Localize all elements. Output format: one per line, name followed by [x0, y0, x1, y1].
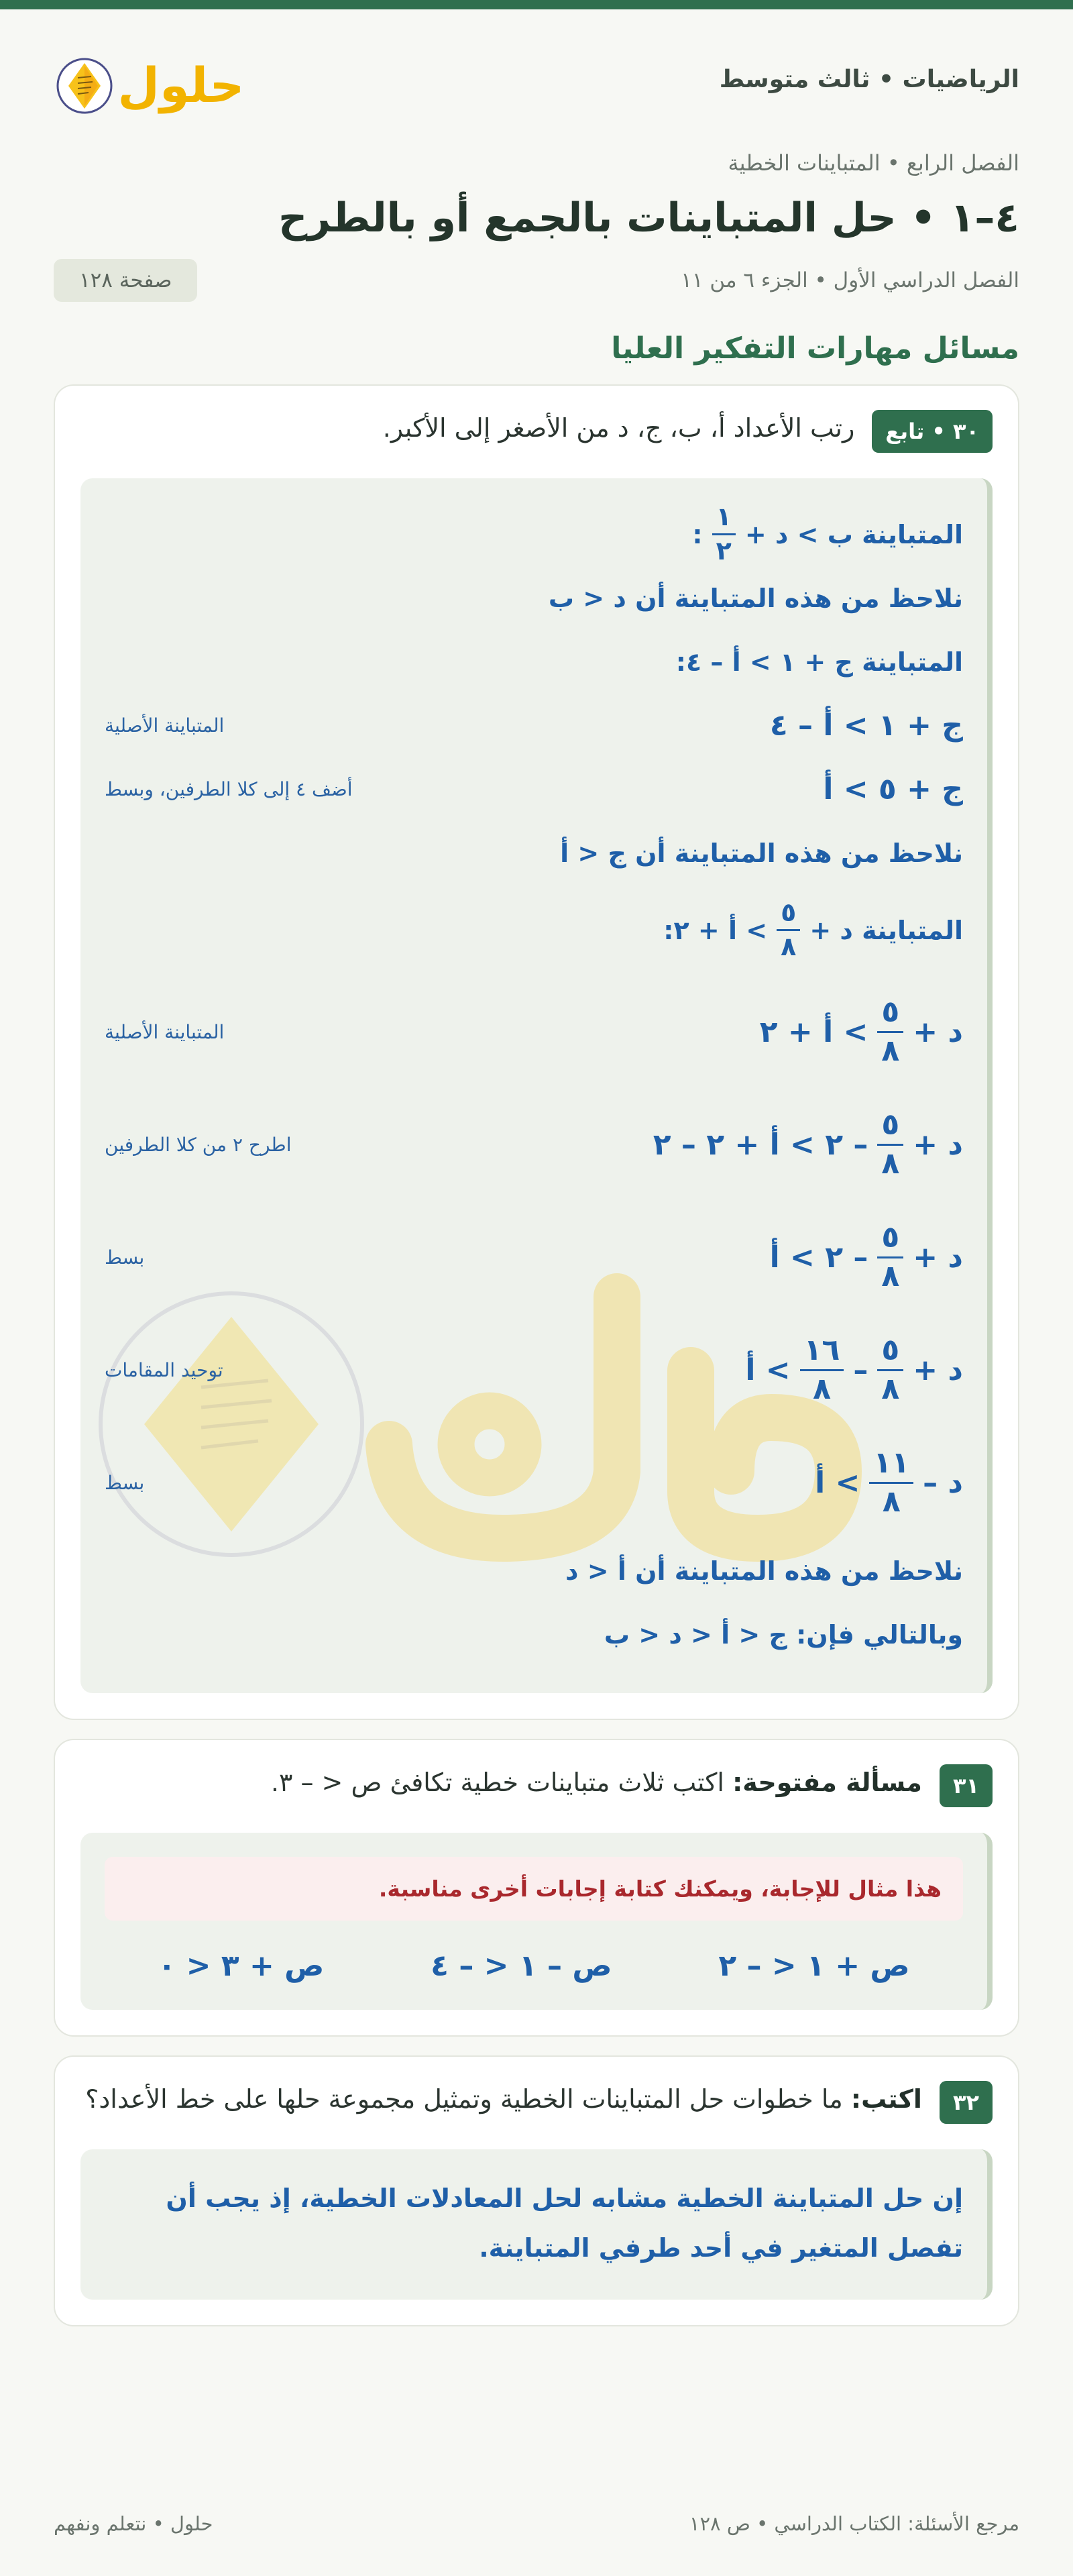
solution-line — [105, 694, 963, 757]
meta-row — [54, 259, 1019, 306]
solution-line — [105, 1313, 963, 1426]
subject-label: الرياضيات • ثالث متوسط — [719, 66, 1019, 93]
question-number-badge: ٣١ — [940, 1764, 993, 1807]
question-row — [80, 1764, 993, 1809]
question-card-31 — [54, 1739, 1019, 2037]
math-text: – ٢ > أ — [769, 1240, 868, 1275]
page-title: ٤–١ • حل المتباينات بالجمع أو بالطرح — [278, 195, 1019, 241]
math-text: نلاحظ من هذه المتباينة أن د < ب — [548, 583, 963, 613]
question-number-badge: ٣٢ — [940, 2081, 993, 2124]
semester-info: الفصل الدراسي الأول • الجزء ٦ من ١١ — [681, 268, 1019, 292]
answer-list — [105, 1949, 963, 1983]
answer-box — [80, 1833, 993, 2010]
question-card-32 — [54, 2055, 1019, 2326]
logo-wordmark: حلول — [117, 57, 245, 113]
math-text: نلاحظ من هذه المتباينة أن أ < د — [565, 1556, 963, 1586]
answer-box — [80, 2149, 993, 2300]
math-text: المتباينة ج + ١ > أ – ٤: — [675, 647, 963, 677]
fraction: $\frac{٥}{٨}$ — [877, 1222, 903, 1291]
fraction: $\frac{١}{٢}$ — [712, 504, 736, 565]
answer-item: ص + ١ < – ٢ — [718, 1949, 910, 1983]
step-note: المتباينة الأصلية — [105, 1020, 225, 1043]
solution-line — [105, 757, 963, 821]
math-text: > أ — [815, 1465, 860, 1500]
footer-reference: مرجع الأسئلة: الكتاب الدراسي • ص ١٢٨ — [689, 2512, 1019, 2535]
math-text: – ٢ > أ + ٢ – ٢ — [653, 1127, 868, 1162]
header — [54, 9, 1019, 150]
fraction: $\frac{٥}{٨}$ — [877, 1335, 903, 1404]
question-card-30 — [54, 384, 1019, 1720]
question-text: رتب الأعداد أ، ب، ج، د من الأصغر إلى الأكبر. — [382, 413, 855, 443]
solution-line — [105, 630, 963, 694]
math-text: > أ — [745, 1352, 791, 1387]
answer-item: ص + ٣ < ٠ — [158, 1949, 325, 1983]
step-note: أضف ٤ إلى كلا الطرفين، وبسط — [105, 778, 353, 800]
question-row — [80, 2081, 993, 2125]
math-text: ج + ١ > أ – ٤ — [769, 708, 963, 743]
math-text: : — [692, 519, 703, 549]
step-note: بسط — [105, 1246, 145, 1269]
breadcrumb: الفصل الرابع • المتباينات الخطية — [728, 150, 1019, 176]
math-text: – — [853, 1352, 868, 1387]
page — [54, 9, 1019, 2326]
section-title: مسائل مهارات التفكير العليا — [611, 331, 1019, 366]
answer-item: ص – ١ < – ٤ — [431, 1949, 612, 1983]
math-text: > أ + ٢: — [663, 915, 768, 945]
math-text: ج + ٥ > أ — [823, 772, 963, 806]
hint-banner: هذا مثال للإجابة، ويمكنك كتابة إجابات أخرى مناسبة. — [105, 1857, 963, 1921]
top-accent-bar — [0, 0, 1073, 9]
math-text: المتباينة د + — [809, 915, 963, 945]
question-body: ما خطوات حل المتباينات الخطية وتمثيل مجموعة حلها على خط الأعداد؟ — [85, 2084, 843, 2114]
math-text: > أ + ٢ — [759, 1014, 868, 1049]
fraction: $\frac{٥}{٨}$ — [877, 997, 903, 1066]
step-note: اطرح ٢ من كلا الطرفين — [105, 1133, 292, 1156]
fraction: $\frac{٥}{٨}$ — [877, 1110, 903, 1179]
math-text: د + — [913, 1014, 963, 1049]
answer-text: إن حل المتباينة الخطية مشابه لحل المعادلات الخطية، إذ يجب أن تفصل المتغير في أحد طرفي المتباينة. — [166, 2184, 963, 2263]
question-body: اكتب ثلاث متباينات خطية تكافئ ص < – ٣. — [270, 1768, 724, 1797]
solution-line — [105, 975, 963, 1088]
math-text: د + — [913, 1240, 963, 1275]
question-number-badge: ٣٠ • تابع — [872, 410, 993, 453]
math-text: المتباينة ب > د + — [744, 519, 963, 549]
solution-line — [105, 1201, 963, 1313]
page-number-badge: صفحة ١٢٨ — [54, 259, 197, 302]
fraction: $\frac{١٦}{٨}$ — [800, 1335, 844, 1404]
step-note: المتباينة الأصلية — [105, 714, 225, 737]
step-note: بسط — [105, 1471, 145, 1494]
answer-box — [80, 478, 993, 1693]
step-note: توحيد المقامات — [105, 1358, 223, 1381]
solution-line — [105, 821, 963, 885]
math-text: د + — [913, 1352, 963, 1387]
math-text: د + — [913, 1127, 963, 1162]
fraction: $\frac{١١}{٨}$ — [869, 1448, 913, 1517]
solution-line — [105, 1603, 963, 1666]
question-label: مسألة مفتوحة: — [732, 1768, 922, 1797]
question-text — [271, 1756, 922, 1809]
question-text — [85, 2073, 922, 2125]
fraction: $\frac{٥}{٨}$ — [777, 900, 800, 961]
math-text: د – — [923, 1465, 963, 1500]
math-text: نلاحظ من هذه المتباينة أن ج < أ — [560, 838, 963, 868]
solution-line — [105, 1426, 963, 1539]
conclusion-text: وبالتالي فإن: ج < أ < د < ب — [604, 1619, 963, 1650]
solution-line — [105, 566, 963, 630]
question-label: اكتب: — [850, 2084, 922, 2114]
question-row — [80, 410, 993, 454]
solution-line — [105, 1539, 963, 1603]
solution-line — [105, 1088, 963, 1201]
footer-brand: حلول • نتعلم ونفهم — [54, 2512, 213, 2535]
solution-line — [105, 885, 963, 975]
hulul-logo[interactable] — [54, 43, 248, 123]
solution-line — [105, 502, 963, 566]
footer — [54, 2512, 1019, 2546]
